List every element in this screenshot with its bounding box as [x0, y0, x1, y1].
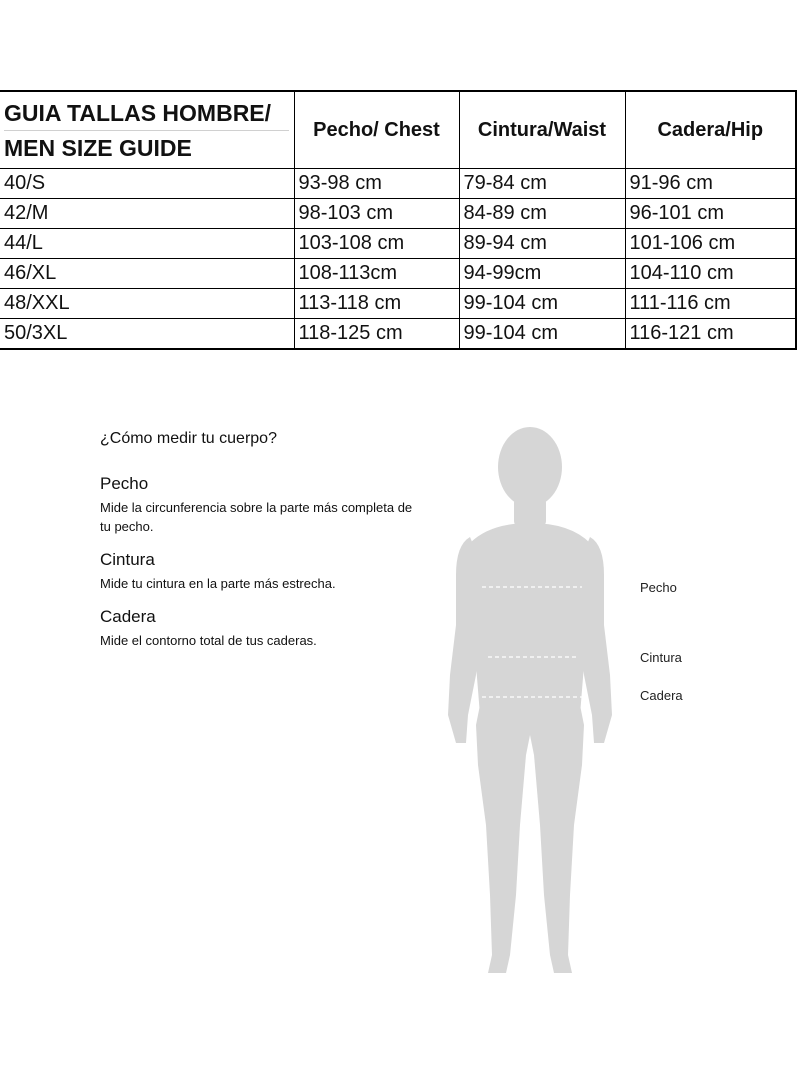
header-hip: Cadera/Hip — [625, 91, 796, 169]
size-cell: 44/L — [0, 229, 294, 259]
body-silhouette-icon — [430, 425, 630, 985]
waist-cell: 84-89 cm — [459, 199, 625, 229]
waist-cell: 89-94 cm — [459, 229, 625, 259]
size-cell: 48/XXL — [0, 289, 294, 319]
chest-cell: 118-125 cm — [294, 319, 459, 350]
hip-cell: 91-96 cm — [625, 169, 796, 199]
waist-cell: 99-104 cm — [459, 319, 625, 350]
figure-label-hip: Cadera — [640, 688, 683, 703]
table-header-row — [0, 91, 796, 169]
measure-guide — [100, 430, 420, 664]
silhouette-shape — [448, 427, 612, 973]
hip-cell: 111-116 cm — [625, 289, 796, 319]
body-figure — [430, 425, 630, 985]
table-title — [0, 91, 294, 169]
header-chest: Pecho/ Chest — [294, 91, 459, 169]
guide-section-title: Cintura — [100, 550, 155, 569]
table-row — [0, 259, 796, 289]
waist-cell: 99-104 cm — [459, 289, 625, 319]
figure-label-waist: Cintura — [640, 650, 682, 665]
guide-section-desc: Mide la circunferencia sobre la parte más completa de tu pecho. — [100, 500, 413, 534]
guide-section-chest — [100, 474, 420, 536]
chest-cell: 108-113cm — [294, 259, 459, 289]
hip-cell: 101-106 cm — [625, 229, 796, 259]
guide-question: ¿Cómo medir tu cuerpo? — [100, 430, 277, 447]
hip-cell: 116-121 cm — [625, 319, 796, 350]
guide-section-waist — [100, 550, 420, 593]
size-cell: 42/M — [0, 199, 294, 229]
figure-label-chest: Pecho — [640, 580, 677, 595]
chest-cell: 98-103 cm — [294, 199, 459, 229]
table-row — [0, 319, 796, 350]
header-waist: Cintura/Waist — [459, 91, 625, 169]
table-row — [0, 199, 796, 229]
table-row — [0, 229, 796, 259]
size-cell: 46/XL — [0, 259, 294, 289]
guide-section-hip — [100, 607, 420, 650]
guide-section-desc: Mide tu cintura en la parte más estrecha. — [100, 576, 336, 591]
guide-section-title: Cadera — [100, 607, 156, 626]
hip-cell: 96-101 cm — [625, 199, 796, 229]
guide-section-desc: Mide el contorno total de tus caderas. — [100, 633, 317, 648]
table-row — [0, 169, 796, 199]
size-guide-table — [0, 90, 797, 350]
size-cell: 40/S — [0, 169, 294, 199]
table-row — [0, 289, 796, 319]
waist-cell: 94-99cm — [459, 259, 625, 289]
size-cell: 50/3XL — [0, 319, 294, 350]
chest-cell: 113-118 cm — [294, 289, 459, 319]
table-title-line-2: MEN SIZE GUIDE — [4, 134, 192, 161]
table-title-line-1: GUIA TALLAS HOMBRE/ — [4, 96, 289, 131]
guide-section-title: Pecho — [100, 474, 149, 493]
chest-cell: 103-108 cm — [294, 229, 459, 259]
chest-cell: 93-98 cm — [294, 169, 459, 199]
waist-cell: 79-84 cm — [459, 169, 625, 199]
hip-cell: 104-110 cm — [625, 259, 796, 289]
